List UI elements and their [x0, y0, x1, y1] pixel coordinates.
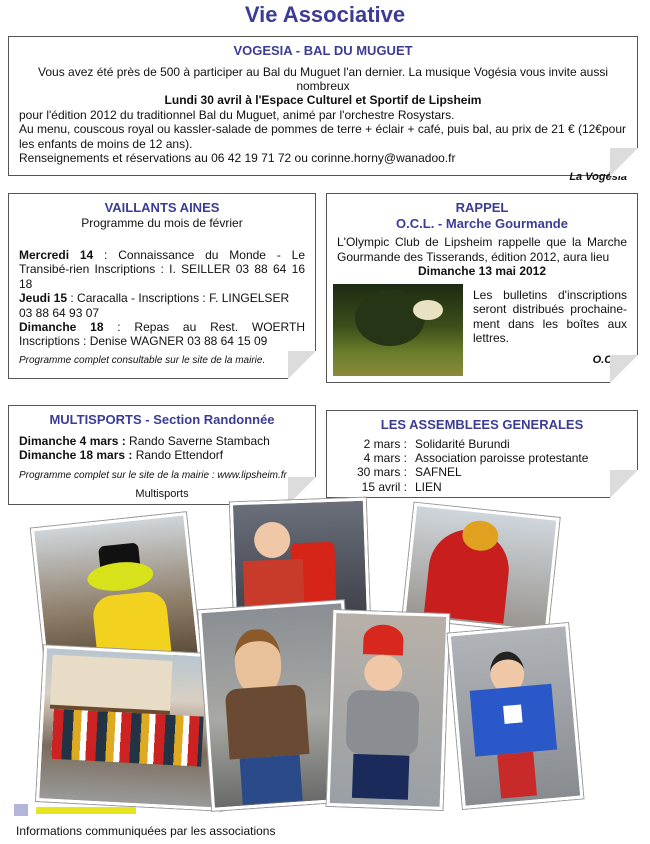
multisports-note: Programme complet sur le site de la mairie : www.lipsheim.fr: [19, 470, 287, 482]
vogesia-title: VOGESIA - BAL DU MUGUET: [233, 43, 413, 58]
carnival-photo-parade: [36, 645, 230, 811]
assemblee-row: [337, 451, 627, 465]
assemblee-name: Association paroisse protestante: [415, 450, 589, 465]
rappel-title-2: O.C.L. - Marche Gourmande: [396, 215, 568, 231]
rappel-signature: O.C.L.: [592, 354, 625, 366]
pajama-pants: [352, 754, 410, 800]
assemblee-name: Solidarité Burundi: [415, 436, 510, 451]
multisports-title: MULTISPORTS - Section Randonnée: [49, 412, 275, 427]
child-face: [364, 654, 403, 691]
vogesia-text-3: pour l'édition 2012 du traditionnel Bal du Muguet, animé par l'orchestre Rosystars.: [19, 107, 455, 122]
carnival-photo-musketeer: [448, 623, 584, 809]
assemblee-name: SAFNEL: [415, 465, 462, 480]
page-title: Vie Associative: [244, 2, 406, 27]
event-date: Jeudi 15: [19, 291, 68, 306]
event-date: Mercredi 14: [19, 247, 94, 262]
event-text: : Connaissance du Monde - Le Transibé-rien Inscriptions : I. SEILLER 03 88 64 16 18: [19, 247, 306, 291]
rappel-date: Dimanche 13 mai 2012: [417, 263, 547, 278]
rappel-photo: [333, 284, 463, 376]
legs: [497, 752, 537, 799]
rappel-title-1: RAPPEL: [455, 200, 509, 215]
vogesia-text-2: Lundi 30 avril à l'Espace Culturel et Sportif de Lipsheim: [164, 93, 482, 108]
child-face: [254, 521, 291, 558]
vaillants-subtitle: Programme du mois de février: [81, 215, 243, 230]
cowboy-jacket: [225, 684, 310, 759]
event-date: Dimanche 18: [19, 319, 104, 334]
event-text: : Repas au Rest. WOERTH Inscriptions : Denise WAGNER 03 88 64 15 09: [19, 319, 305, 349]
event-date: Dimanche 4 mars :: [19, 433, 130, 448]
sky-light: [413, 300, 443, 320]
assemblee-name: LIEN: [415, 479, 442, 494]
assemblee-date: 4 mars :: [363, 450, 407, 465]
parade-crowd: [51, 709, 203, 767]
cross-emblem: [503, 704, 523, 724]
clown-hair: [86, 559, 155, 594]
multisports-event-1: [19, 434, 305, 448]
event-text: : Caracalla - Inscriptions : F. LINGELSER 03 88 64 93 07: [19, 291, 290, 320]
assemblee-row: [337, 480, 627, 494]
winter-jacket: [345, 690, 419, 756]
vaillants-note: Programme complet consultable sur le site de la mairie.: [19, 354, 266, 366]
event-text: Rando Ettendorf: [135, 447, 224, 462]
vogesia-text-1: Vous avez été près de 500 à participer au Bal du Muguet l'an dernier. La musique Vogésia vous invite aussi nombreux: [38, 64, 608, 93]
assemblees-title: LES ASSEMBLEES GENERALES: [380, 417, 584, 432]
vaillants-event-2: [19, 291, 305, 320]
assemblee-date: 30 mars :: [356, 465, 407, 480]
vogesia-text-5: Renseignements et réservations au 06 42 19 71 72 ou corinne.horny@wanadoo.fr: [19, 150, 456, 165]
multisports-event-2: [19, 448, 305, 462]
event-date: Dimanche 18 mars :: [19, 447, 136, 462]
event-text: Rando Saverne Stambach: [129, 433, 270, 448]
vogesia-text-4: Au menu, couscous royal ou kassler-salade de pommes de terre + éclair + café, puis bal, au prix de 21 € (12€pour les enfants de moins de 12 ans).: [19, 122, 627, 151]
vaillants-event-1: [19, 248, 305, 291]
vaillants-title: VAILLANTS AINES: [104, 200, 220, 215]
assemblee-row: [337, 437, 627, 451]
assemblee-date: 15 avril :: [361, 479, 407, 494]
footer-accent-square: [14, 804, 28, 816]
tree-shape: [355, 290, 425, 346]
rappel-text: L'Olympic Club de Lipsheim rappelle que la Marche Gourmande des Tisserands, édition 2012, aura lieu: [337, 235, 627, 264]
carnival-photo-jester: [327, 610, 450, 810]
assemblees-box: [326, 410, 638, 498]
multisports-box: [8, 405, 316, 505]
rappel-text-2: Les bulletins d'inscriptions seront distribués prochaine-ment dans les boîtes aux lettres.: [473, 288, 627, 346]
footer-accent-bar: [36, 807, 136, 814]
multisports-signature: Multisports: [135, 488, 189, 501]
vogesia-box: [8, 36, 638, 184]
rappel-box: [326, 193, 638, 383]
vogesia-signature: La Vogésia: [569, 171, 627, 184]
assemblee-date: 2 mars :: [363, 436, 407, 451]
vaillants-box: [8, 193, 316, 379]
jester-hat: [363, 624, 404, 655]
house-front: [50, 655, 173, 715]
cowboy-jeans: [240, 755, 303, 805]
vaillants-event-3: [19, 320, 305, 349]
footer-text: Informations communiquées par les associations: [16, 824, 276, 838]
assemblee-row: [337, 465, 627, 479]
